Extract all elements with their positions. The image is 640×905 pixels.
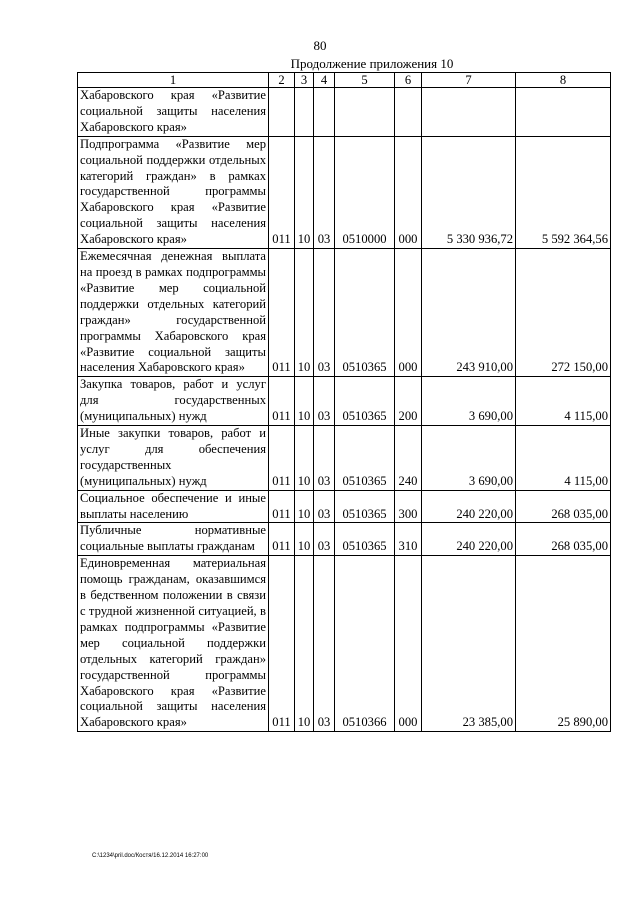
target-article-code: 0510365 bbox=[335, 490, 395, 523]
table-row bbox=[78, 490, 611, 523]
amount-year-2: 25 890,00 bbox=[516, 556, 611, 732]
expense-type-code: 000 bbox=[395, 136, 422, 248]
item-name: Хабаровского края «Развитие социальной защиты населения Хабаровского края» bbox=[78, 88, 269, 137]
amount-year-2: 5 592 364,56 bbox=[516, 136, 611, 248]
section-code: 10 bbox=[295, 490, 314, 523]
section-code: 10 bbox=[295, 249, 314, 377]
header-cell: 8 bbox=[516, 73, 611, 88]
document-path-footer: C:\1234\pril.doc/Костя/16.12.2014 16:27:00 bbox=[92, 853, 209, 859]
header-cell: 6 bbox=[395, 73, 422, 88]
ministry-code bbox=[269, 88, 295, 137]
amount-year-1: 23 385,00 bbox=[422, 556, 516, 732]
target-article-code: 0510365 bbox=[335, 426, 395, 491]
amount-year-2: 4 115,00 bbox=[516, 377, 611, 426]
amount-year-1: 3 690,00 bbox=[422, 377, 516, 426]
item-name: Единовременная материальная помощь гражданам, оказавшимся в бедственном положении в связи с трудной жизненной ситуацией, в рамках подпрограммы «Развитие мер социальной поддержки отдельных категорий граждан» государственной программы Хабаровского края «Развитие социальной защиты населения Хабаровского края» bbox=[78, 556, 269, 732]
target-article-code bbox=[335, 88, 395, 137]
header-cell: 7 bbox=[422, 73, 516, 88]
ministry-code: 011 bbox=[269, 490, 295, 523]
amount-year-2: 268 035,00 bbox=[516, 523, 611, 556]
section-code: 10 bbox=[295, 556, 314, 732]
item-name: Социальное обеспечение и иные выплаты населению bbox=[78, 490, 269, 523]
amount-year-1: 240 220,00 bbox=[422, 490, 516, 523]
ministry-code: 011 bbox=[269, 377, 295, 426]
budget-table bbox=[77, 72, 611, 732]
header-cell: 2 bbox=[269, 73, 295, 88]
table-row bbox=[78, 136, 611, 248]
expense-type-code: 300 bbox=[395, 490, 422, 523]
page-number: 80 bbox=[313, 38, 327, 53]
expense-type-code bbox=[395, 88, 422, 137]
table-header-row bbox=[78, 73, 611, 88]
section-code: 10 bbox=[295, 136, 314, 248]
expense-type-code: 310 bbox=[395, 523, 422, 556]
header-cell: 3 bbox=[295, 73, 314, 88]
subsection-code: 03 bbox=[314, 523, 335, 556]
ministry-code: 011 bbox=[269, 556, 295, 732]
header-cell: 4 bbox=[314, 73, 335, 88]
item-name: Иные закупки товаров, работ и услуг для обеспечения государственных (муниципальных) нужд bbox=[78, 426, 269, 491]
target-article-code: 0510365 bbox=[335, 377, 395, 426]
expense-type-code: 000 bbox=[395, 556, 422, 732]
ministry-code: 011 bbox=[269, 426, 295, 491]
header-cell: 1 bbox=[78, 73, 269, 88]
subsection-code: 03 bbox=[314, 490, 335, 523]
table-row bbox=[78, 523, 611, 556]
continuation-title-text: Продолжение приложения 10 bbox=[290, 56, 454, 71]
ministry-code: 011 bbox=[269, 136, 295, 248]
table-row bbox=[78, 249, 611, 377]
ministry-code: 011 bbox=[269, 523, 295, 556]
target-article-code: 0510000 bbox=[335, 136, 395, 248]
amount-year-2: 268 035,00 bbox=[516, 490, 611, 523]
item-name: Подпрограмма «Развитие мер социальной поддержки отдельных категорий граждан» в рамках государственной программы Хабаровского края «Развитие социальной защиты населения Хабаровского края» bbox=[78, 136, 269, 248]
continuation-title bbox=[0, 56, 640, 72]
table-row bbox=[78, 88, 611, 137]
subsection-code: 03 bbox=[314, 426, 335, 491]
subsection-code: 03 bbox=[314, 377, 335, 426]
expense-type-code: 000 bbox=[395, 249, 422, 377]
subsection-code bbox=[314, 88, 335, 137]
amount-year-2: 4 115,00 bbox=[516, 426, 611, 491]
section-code: 10 bbox=[295, 523, 314, 556]
target-article-code: 0510366 bbox=[335, 556, 395, 732]
item-name: Публичные нормативные социальные выплаты гражданам bbox=[78, 523, 269, 556]
subsection-code: 03 bbox=[314, 556, 335, 732]
subsection-code: 03 bbox=[314, 136, 335, 248]
table-row bbox=[78, 377, 611, 426]
amount-year-1: 5 330 936,72 bbox=[422, 136, 516, 248]
section-code bbox=[295, 88, 314, 137]
table-row bbox=[78, 426, 611, 491]
ministry-code: 011 bbox=[269, 249, 295, 377]
expense-type-code: 200 bbox=[395, 377, 422, 426]
expense-type-code: 240 bbox=[395, 426, 422, 491]
amount-year-1: 243 910,00 bbox=[422, 249, 516, 377]
section-code: 10 bbox=[295, 377, 314, 426]
amount-year-2 bbox=[516, 88, 611, 137]
header-cell: 5 bbox=[335, 73, 395, 88]
amount-year-1: 3 690,00 bbox=[422, 426, 516, 491]
section-code: 10 bbox=[295, 426, 314, 491]
amount-year-2: 272 150,00 bbox=[516, 249, 611, 377]
target-article-code: 0510365 bbox=[335, 249, 395, 377]
item-name: Ежемесячная денежная выплата на проезд в рамках подпрограммы «Развитие мер социальной поддержки отдельных категорий граждан» государственной программы Хабаровского края «Развитие социальной защиты населения Хабаровского края» bbox=[78, 249, 269, 377]
subsection-code: 03 bbox=[314, 249, 335, 377]
item-name: Закупка товаров, работ и услуг для государственных (муниципальных) нужд bbox=[78, 377, 269, 426]
target-article-code: 0510365 bbox=[335, 523, 395, 556]
table-row bbox=[78, 556, 611, 732]
amount-year-1: 240 220,00 bbox=[422, 523, 516, 556]
amount-year-1 bbox=[422, 88, 516, 137]
